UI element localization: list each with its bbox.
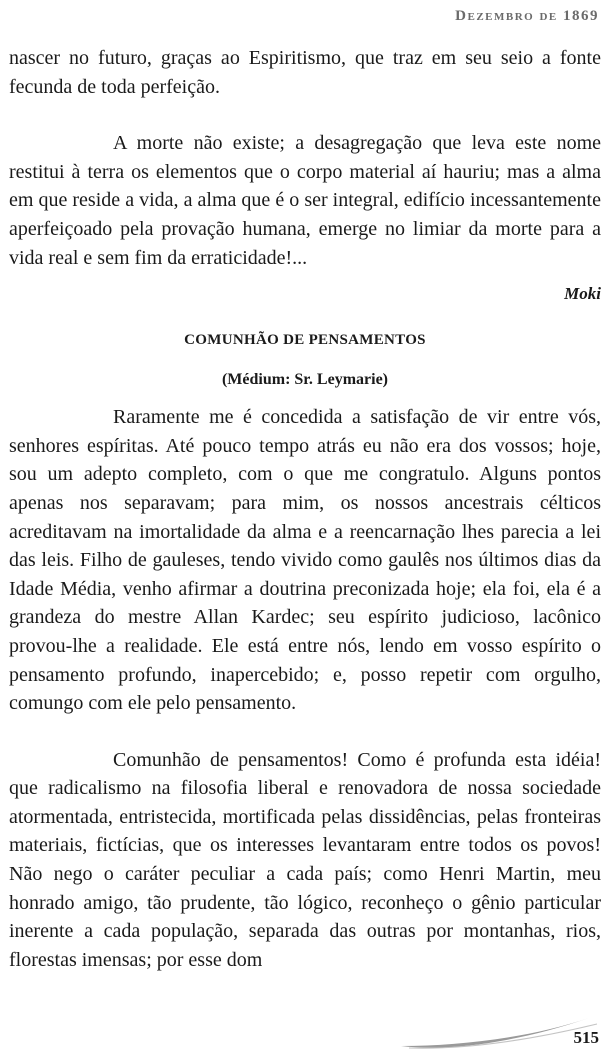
paragraph-communion-2: Comunhão de pensamentos! Como é profunda esta idéia! que radicalismo na filosofia liberal e renovadora de nossa sociedade atormentada, entristecida, mortificada pelas dissidências, pelas fronteiras materiais, fictícias, que os interesses levantaram entre todos os povos! Não nego o caráter peculiar a cada país; como Henri Martin, meu honrado amigo, tão prudente, tão lógico, reconheço o gênio particular inerente a cada população, separada das outras por montanhas, rios, florestas imensas; por esse dom xyxy=(9,748,601,971)
running-header: Dezembro de 1869 xyxy=(455,8,599,24)
footer-swoosh-ornament xyxy=(399,1012,599,1052)
section-heading: COMUNHÃO DE PENSAMENTOS xyxy=(184,332,426,349)
section-subheading: (Médium: Sr. Leymarie) xyxy=(221,371,389,389)
page-body xyxy=(9,44,601,974)
paragraph-continuation: nascer no futuro, graças ao Espiritismo, que traz em seu seio a fonte fecunda de toda perfeição. xyxy=(9,47,601,98)
page-footer xyxy=(399,1012,599,1052)
signature: Moki xyxy=(564,284,601,304)
page-number: 515 xyxy=(573,1028,599,1047)
paragraph-death: A morte não existe; a desagregação que leva este nome restitui à terra os elementos que o corpo material aí hauriu; mas a alma em que reside a vida, a alma que é o ser integral, edifício incessantemente aperfeiçoado pela provação humana, emerge no limiar da morte para a vida real e sem fim da erraticidade!... xyxy=(9,132,601,269)
paragraph-communion-1: Raramente me é concedida a satisfação de vir entre vós, senhores espíritas. Até pouco tempo atrás eu não era dos vossos; hoje, sou um adepto completo, com o que me congratulo. Alguns pontos apenas nos separavam; para mim, os nossos ancestrais célticos acreditavam na imortalidade da alma e a reencarnação lhes parecia a lei das leis. Filho de gauleses, tendo vivido como gaulês nos últimos dias da Idade Média, venho afirmar a doutrina preconizada hoje; ela foi, ela é a grandeza do mestre Allan Kardec; seu espírito judicioso, lacônico provou-lhe a realidade. Ele está entre nós, lendo em vosso espírito o pensamento profundo, inapercebido; e, posso repetir com orgulho, comungo com ele pelo pensamento. xyxy=(9,406,601,715)
